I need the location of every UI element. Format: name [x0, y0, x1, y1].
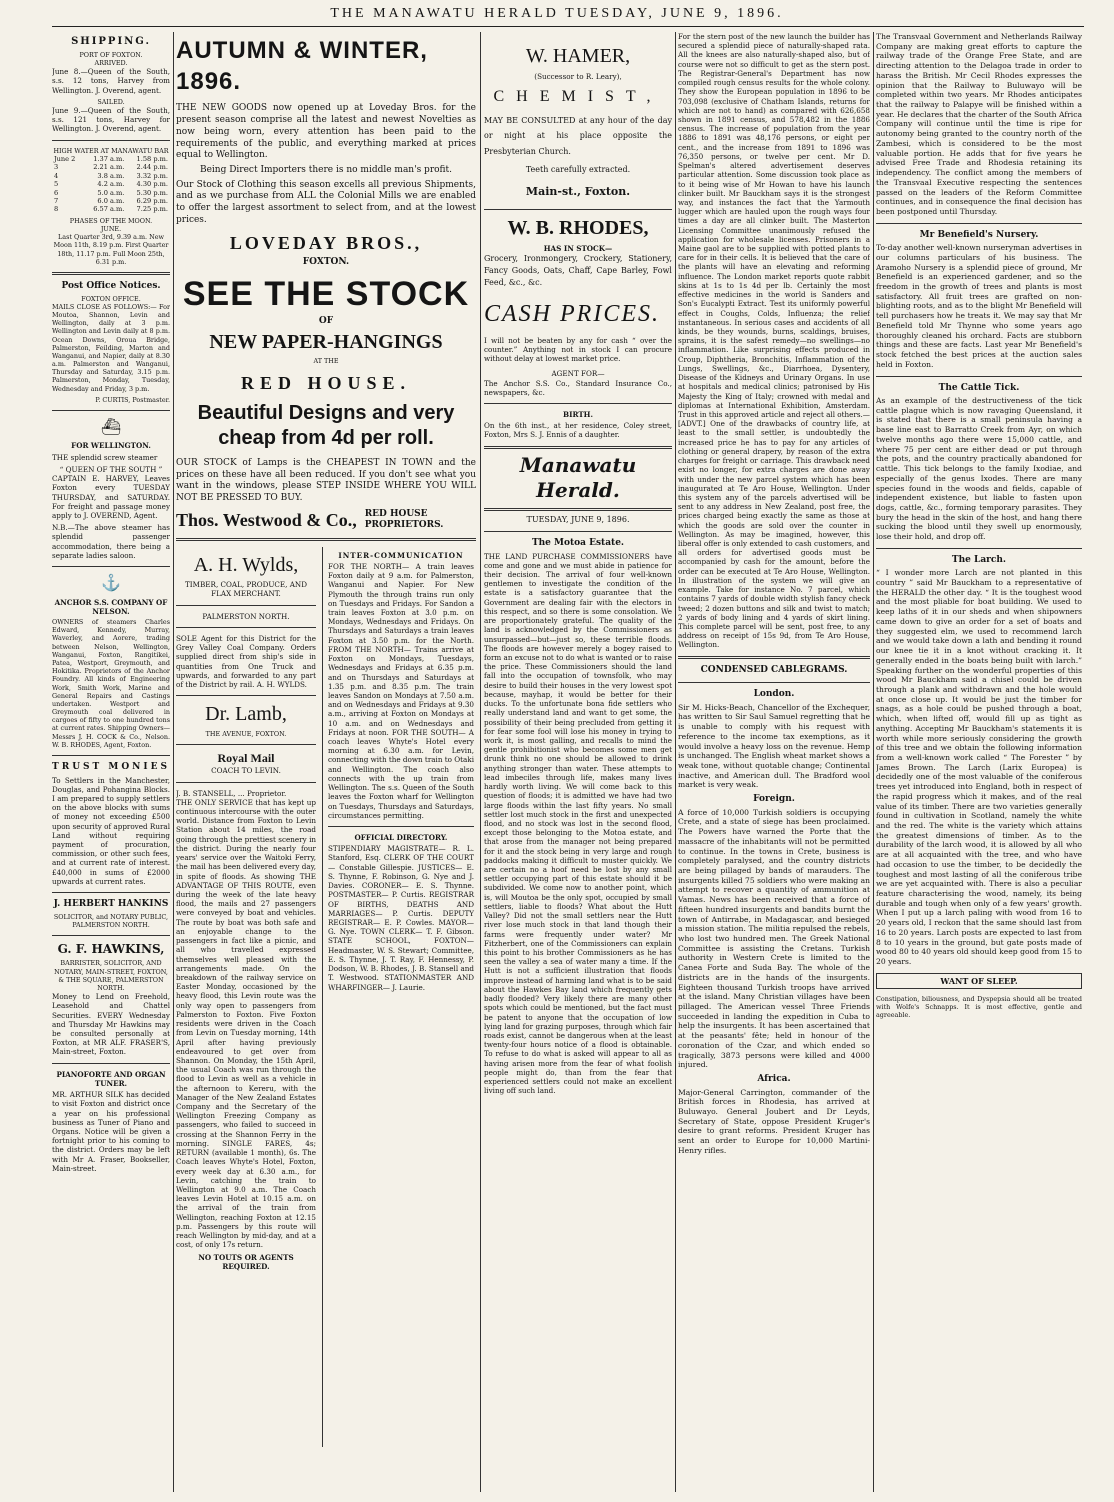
- divider: [176, 627, 316, 628]
- tide-cell: 1.58 p.m.: [136, 154, 168, 163]
- coach-title: COACH TO LEVIN.: [211, 766, 281, 776]
- divider: [876, 376, 1082, 377]
- divider: [678, 656, 870, 659]
- wgtn-ship: “ QUEEN OF THE SOUTH ”: [59, 464, 163, 474]
- sub-column-left: [176, 547, 316, 1271]
- column-2: [176, 32, 476, 1492]
- column-divider: [480, 32, 481, 1492]
- sailed-label: SAILED.: [97, 97, 125, 106]
- anchor-title: ANCHOR S.S. COMPANY OF NELSON.: [54, 597, 168, 616]
- piano-text: MR. ARTHUR SILK has decided to visit Foxton and district once a year on his professional business as Tuner of Piano and Organs. Notice will be given a fortnight prior to his coming to the district. Orders may be left with Mr A. Fraser, Bookseller, Main-street.: [52, 1090, 170, 1173]
- tide-cell: June 2: [54, 154, 76, 163]
- column-3: [484, 32, 672, 1492]
- red-house-heading: RED HOUSE.: [240, 372, 412, 393]
- new-paper-heading: NEW PAPER-HANGINGS: [209, 330, 443, 353]
- motoa-text: THE LAND PURCHASE COMMISSIONERS have come and gone and we must abide in patience for their decision. The arrival of four well-known gentlemen to investigate the condition of the estate is a satisfactory guarantee that the Government are dealing fair with the electors in this respect, and so there is some consolation. We are proportionately grateful. The quality of the land is acknowledged by the Commissioners as unsurpassed—but—just so, these terrible floods. The floods are however merely a bogey raised to form an excuse not to do what is wanted or to raise the price. These Commissioners should the land fall into the occupation of townsfolk, who may desire to build their houses in the very lowest spot because, mayhap, it would be better for their ducks. To the unfortunate bona fide settlers who really understand land and want to get some, the possibility of their being precluded from getting it for fear some fool will lose his money in trying to work it, is most galling, and recalls to mind the gentle prohibitionist who becomes some men get drunk think no one should be allowed to drink anything stronger than water. These attempts to lead imbeciles through life, makes many lives hardly worth living. We will come back to this question of floods; it is admitted we have had two large floods within the last fifty years. No small settler lost much stock in the first and unexpected flood, and no stock was lost in the second flood, except those belonging to the Motoa estate, and that arose from the manager not being prepared for it and the stock being in very large and rough paddocks making it difficult to muster quickly. We are certain no a hoof need be lost by any small settler occupying part of this estate should it be subdivided. We come now to another point, which is, will Moutoa be the only spot, occupied by small settlers, liable to floods? What about the Hutt Valley? Did not the small settlers near the Hutt river lose much stock in that land though their farms were frequently under water? Mr Fitzherbert, one of the Commissioners can explain this point to his brother Commissioners as he has seen the valley a sea of water many a time. If the Hutt is not a sufficient illustration that floods improve instead of harming land what is to be said about the Hawkes Bay land which frequently gets badly flooded? Very likely there are many other spots which could be mentioned, but the fact must be patent to anyone that the occupation of low lying land for grazing purposes, through which fair roads exist, cannot be dangerous when at the least twenty-four hours notice of a flood is obtainable. To refuse to do what is asked will appear to all as having arisen more from the fear of what foolish people might do, than from the fear that experienced settlers could not make an excellent living off such land.: [484, 551, 672, 1096]
- wylds-text: SOLE Agent for this District for the Grey Valley Coal Company. Orders supplied direct from ship's side in quantities from One Truck and upwards, and forwarded to any part of the District by rail. A. H. WYLDS.: [176, 633, 316, 690]
- tide-cell: 4: [54, 171, 59, 180]
- divider: [484, 403, 672, 404]
- tide-cell: 7.25 p.m.: [136, 205, 168, 214]
- at-the-text: AT THE: [313, 357, 339, 366]
- divider: [52, 935, 170, 936]
- wylds-name: A. H. Wylds,: [193, 553, 299, 576]
- issue-date: TUESDAY, JUNE 9, 1896.: [526, 514, 630, 524]
- column-divider: [675, 32, 676, 1492]
- official-title: OFFICIAL DIRECTORY.: [354, 833, 448, 843]
- news-text-1: For the stern post of the new launch the builder has secured a splendid piece of naturally-shaped rata. All the knees are also naturally-shaped also, but of course were not so difficult to get as the stern post. The Registrar-General's Department has now compiled rough census results for the whole colony. They show the European population in 1896 to be 703,098 (exclusive of Chatham Islands, returns for which are not to hand) as compared with 626,658 shown in 1891 census, and 578,482 in the 1886 census. The increase of population from the year 1886 to 1891 was 48,176 persons, or eight per cent., and the increase from 1891 to 1896 was 76,350 persons, or twelve per cent. Mr D. Spelman's altered advertisement deserves particular attention. Some discussion took place as to it being wise of Mr Howan to have his launch clinker built. Mr Bauckham says it is the strongest way, and instances the fact that the Yarmouth lugger which are hauled upon the rough ways four times a day are all clinker built. The Masterton Licensing Committee unanimously refused the application for wholesale licenses. Prisoners in a Maine gaol are to be supplied with potted plants to care for in their cells. It is believed that the care of the plants will have an elevating and reforming influence. The London market reports quote rabbit skins at 1s to 1s 4d per lb. Certainly the most effective medicines in the world is Sanders and Son's Eucalypti Extract. Test its uniformly powerful effect in Coughs, Colds, Influenza; the relief instantaneous. In serious cases and accidents of all kinds, be they wounds, burns, scaldings, bruises, sprains, it is the safest remedy—no swellings—no inflammation. Like surprising effects produced in Croup, Diphtheria, Bronchitis, Inflammation of the Lungs, Swellings, &c., Diarrhoea, Dysentery, Disease of the Kidneys and Urinary Organs. In use at hospitals and medical clinics; patronised by His Majesty the King of Italy; crowned with medal and diplomas at International Exhibition, Amsterdam. Trust in this approved article and reject all others.—[ADVT.] One of the drawbacks of country life, at least to the small settler, is undoubtedly the increased price he has to pay for any articles of clothing or general drapery, by reason of the extra charges for freight or carriage. This drawback need exist no longer, for extra charges are done away with under the new parcel system which has been inaugurated at Te Aro House, Wellington. Under this system any of the parcels advertised will be sent to any address in New Zealand, post free, the prices charged being exactly the same as those at which the goods are sold over the counter in Wellington. As may be imagined, however, this liberal offer is only extended to cash customers, and all orders for advertised goods must be accompanied by cash for the amount, before the order can be executed at Te Aro House, Wellington. In illustration of the system we will give an example. Take for instance No. 7 parcel, which contains 7 yards of double width stylish fancy check tweed; 2 dozen buttons and silk and twist to match; 2 yards of body lining and 4 yards of skirt lining. This complete parcel will be sent, post free, to any address on receipt of 15s 9d, from Te Aro House, Wellington.: [678, 32, 870, 650]
- top-rule: [52, 26, 1084, 27]
- sleep-text: Constipation, biliousness, and Dyspepsia should all be treated with Wolfe's Schnapps. It is most effective, gentle and agreeable.: [876, 995, 1082, 1020]
- importers-text: Being Direct Importers there is no middle man's profit.: [199, 164, 453, 175]
- news-text-5: The Transvaal Government and Netherlands Railway Company are making great efforts to capture the railway trade of the Orange Free State, and are directing attention to the Delagoa trade in order to harass the British. Mr Cecil Rhodes expresses the opinion that the Railway to Buluwayo will be completed within two years. Mr Rhodes anticipates that the railway to Palapye will be finished within a year. He declares that the charter of the South Africa Company will continue until the time is ripe for autonomy being granted to the country north of the Zambesi, which is considered to be the most valuable portion. He adds that for five years he advised Free Trade and Rhodesia retaining its independency. The conflict among the members of the Transvaal Executive respecting the sentences passed on the leaders of the Reform Committee continues, and in consequence the final decision has been postponed until Thursday.: [876, 32, 1082, 216]
- royal-mail: Royal Mail: [217, 751, 275, 766]
- tide-row: [52, 172, 170, 180]
- high-water-title: HIGH WATER AT MANAWATU BAR: [53, 146, 169, 155]
- divider: [52, 1063, 170, 1064]
- divider: [484, 209, 672, 210]
- autumn-heading: AUTUMN & WINTER, 1896.: [176, 37, 428, 95]
- hawkins-sub: BARRISTER, SOLICITOR, AND NOTARY, MAIN-STREET, FOXTON, & THE SQUARE, PALMERSTON NORTH.: [54, 959, 168, 992]
- rhodes-sub: HAS IN STOCK—: [543, 243, 613, 253]
- column-divider: [873, 32, 874, 1492]
- no-touts: NO TOUTS OR AGENTS REQUIRED.: [198, 1252, 294, 1271]
- of-text: OF: [318, 316, 334, 327]
- tick-title: The Cattle Tick.: [938, 382, 1020, 393]
- main-st: Main-st., Foxton.: [525, 185, 631, 199]
- cash-text: I will not be beaten by any for cash “ over the counter.” Anything not in stock I can procure without delay at lowest market price.: [484, 335, 672, 364]
- tide-cell: 3: [54, 163, 59, 172]
- nursery-text: To-day another well-known nurseryman advertises in our columns particulars of his business. The Aramoho Nursery is a splendid piece of ground, Mr Benefield is an experienced gardener, and so the freedom in the growth of trees and plants is most satisfactory. All fruit trees are grafted on non-blighting roots, and as to the blight Mr Benefield will tell purchasers how he treats it. We may say that Mr Benefield told Mr Thynne who some years ago thoroughly cleaned his orchard. Facts are stubborn things and these are facts. Last year Mr Benefield's stock fetched the best prices at the auction sales held in Foxton.: [876, 243, 1082, 369]
- shipping-title: SHIPPING.: [71, 36, 151, 47]
- westwood-signature: [176, 509, 476, 532]
- africa-title: Africa.: [757, 1074, 791, 1085]
- chemist-heading: CHEMIST,: [493, 87, 663, 105]
- post-title: Post Office Notices.: [61, 281, 161, 292]
- divider: [484, 531, 672, 532]
- divider: [52, 272, 170, 275]
- lower-section: [176, 547, 476, 1447]
- tide-table: [52, 155, 170, 214]
- autumn-text: THE NEW GOODS now opened up at Loveday Bros. for the present season comprise all the latest and newest Novelties as now being worn, every attention has been paid to the requirements of the public, and everything marked at prices equal to Wellington.: [176, 103, 476, 161]
- stansell: J. B. STANSELL, ... Proprietor.: [176, 788, 287, 798]
- tide-cell: 2.21 a.m.: [93, 163, 125, 172]
- divider: [876, 223, 1082, 224]
- wgtn-nb: N.B.—The above steamer has splendid passenger accommodation, there being a separate ladies saloon.: [52, 523, 170, 560]
- africa-text: Major-General Carrington, commander of the British forces in Rhodesia, has arrived at Buluwayo. General Joubert and Dr Leyds, Secretary of State, oppose President Kruger's desire to grant reforms. President Kruger has sent an order to Europe for 10,000 Martini-Henry rifles.: [678, 1087, 870, 1155]
- post-sub: FOXTON OFFICE.: [81, 294, 141, 303]
- trust-text: To Settlers in the Manchester, Douglas, and Pohangina Blocks. I am prepared to supply settlers on the above blocks with sums of money not exceeding £500 upon security of approved Rural Land without requiring payment of procuration, commission, or other such fees, and at current rate of interest. £40,000 in sums of £2000 upwards at current rates.: [52, 775, 170, 886]
- beautiful-heading: Beautiful Designs and very cheap from 4d per roll.: [197, 401, 455, 450]
- divider: [52, 410, 170, 411]
- divider: [52, 140, 170, 141]
- herald-nameplate: Manawatu Herald.: [484, 446, 672, 511]
- wgtn-body: CAPTAIN E. HARVEY, Leaves Foxton every TUESDAY THURSDAY, and SATURDAY. For freight and passage money apply to J. OVEREND, Agent.: [52, 474, 170, 520]
- anchor-icon: ⚓: [101, 573, 121, 593]
- divider: [328, 826, 474, 827]
- tide-cell: 5.30 p.m.: [136, 188, 168, 197]
- anchor-text: OWNERS of steamers Charles Edward, Kennedy, Murray, Waverley, and Aorere, trading between Nelson, Wellington, Wanganui, Foxton, Rangitikei, Patea, Westport, Greymouth, and Hokitika. Proprietors of the Anchor Foundry. All kinds of Engineering Work, Smith Work, Marine and General Repairs and Castings undertaken. Westport and Greymouth coal delivered in cargoes of fifty to one hundred tons at current rates. Shipping Owners—Messrs J. H. COCK & Co., Nelson. W. B. RHODES, Agent, Foxton.: [52, 618, 170, 749]
- tide-cell: 7: [54, 197, 59, 206]
- masthead: THE MANAWATU HERALD TUESDAY, JUNE 9, 1896.: [330, 6, 784, 21]
- stock-text: Our Stock of Clothing this season excells all previous Shipments, and as we purchase from ALL the Colonial Mills we are enabled to offer the largest assortment to select from, and at the lowest prices.: [176, 179, 476, 225]
- column-5: [876, 32, 1082, 1492]
- divider: [176, 605, 316, 606]
- inter-text: FOR THE NORTH— A train leaves Foxton daily at 9 a.m. for Palmerston, Wanganui and Napier. For New Plymouth the through trains run only on Tuesdays and Fridays. For Sandon a train leaves Foxton at 3.0 p.m. on Mondays, Wednesdays and Fridays. On Thursdays and Saturdays a train leaves Foxton at 3.50 p.m. for the North. FROM THE NORTH— Trains arrive at Foxton on Mondays, Tuesdays, Wednesdays and Fridays at 6.35 p.m. and on Thursdays and Saturdays at 1.35 p.m. and 8.35 p.m. The train leaves Sandon on Mondays at 7.50 a.m. and on Wednesdays and Fridays at 9.30 a.m., arriving at Foxton on Mondays at 10 a.m. and on Wednesdays and Fridays at noon. FOR THE SOUTH— A coach leaves Whyte's Hotel every morning at 6.30 a.m. for Levin, connecting with the down train to Otaki and Wellington. The coach also connects with the up train from Wellington. The s.s. Queen of the South leaves the Foxton wharf for Wellington on Tuesdays, Thursdays and Saturdays, circumstances permitting.: [328, 561, 474, 820]
- birth-text: On the 6th inst., at her residence, Coley street, Foxton, Mrs S. J. Ennis of a daughter.: [484, 421, 672, 440]
- wgtn-text: THE splendid screw steamer: [52, 452, 158, 462]
- larch-text: “ I wonder more Larch are not planted in this country ” said Mr Bauckham to a representative of the HERALD the other day. “ It is the toughest wood and the most pliable for boat building. We used to keep laths of it in our sheds and when shipowners came down to give an order for a set of boats and they suggested elm, we used to recommend larch and we would take down a lath and bending it round our knee tie it in a knot without cracking it. It generally ended in the boats being built with larch.” Speaking further on the wonderful properties of this wood Mr Bauckham said a chisel could be driven through a plank and withdrawn and the hole would at once close up. It would be just the timber for snags, as a hole could be pushed through a boat, which, when lifted off, would fill up as tight as anything. Accepting Mr Bauckham's statements it is worth while more seriously considering the growth of this tree and we obtain the following information from a well-known work called “ The Forester ” by James Brown. The Larch (Larix Europea) is decidedly one of the most valuable of the coniferous trees yet introduced into England, both in respect of the rapid progress which it makes, and of the real value of its timber. There are two varieties generally found in cultivation in Scotland, namely the white and the red. The white is the variety which attains the greatest dimensions of timber. As to the durability of the larch wood, it is allowed by all who are at all acquainted with the tree, and who have had occasion to use the timber, to be decidedly the toughest and most lasting of all the coniferous tribe we are yet acquainted with. There is also a peculiar feature characterising the wood, namely, its being durable and tough when only of a few years' growth. When I put up a larch paling with wood from 16 to 20 years old, I reckon that the same should last from 16 to 20 years. Larch posts are expected to last from 8 to 10 years in the ground, but gate posts made of wood 80 to 40 years old should keep good from 15 to 20 years.: [876, 568, 1082, 967]
- tide-cell: 5.0 a.m.: [97, 188, 125, 197]
- column-1: [52, 32, 170, 1492]
- coach-text: THE ONLY SERVICE that has kept up continuous intercourse with the outer world. Distance from Foxton to Levin Station about 14 miles, the road going through the prettiest scenery in the district. During the nearly four years' service over the Waitoki Ferry, the mail has been delivered every day, in spite of floods. As showing THE ADVANTAGE OF THIS ROUTE, even during the week of the late heavy flood, the mails and 27 passengers were conveyed by boat and vehicles. The route by boat was both safe and an enjoyable change to the passengers in fact like a picnic, and all who travelled expressed themselves well pleased with the arrangements made. On the breakdown of the railway service on Easter Monday, occasioned by the heavy flood, this Levin route was the only way open to passengers from Palmerston to Foxton. Five Foxton residents were driven in the Coach from Levin on Tuesday morning, 14th April after having previously endeavoured to get over from Shannon. On Monday, the 15th April, the usual Coach was run through the flood to Levin as well as a vehicle in the afternoon to Kereru, with the Manager of the New Zealand Estates Company and the Secretary of the Wellington Freezing Company as passengers, who failed to succeed in crossing at the Shannon Ferry in the morning. SINGLE FARES, 4s; RETURN (available 1 month), 6s. The Coach leaves Whyte's Hotel, Foxton, every week day at 6.30 a.m., for Levin, catching the train to Wellington at 9.0 a.m. The Coach leaves Levin Hotel at 10.15 a.m. on the arrival of the train from Wellington, reaching Foxton at 12.15 p.m. Passengers by this route will reach Wellington by mid-day, and at a cost, of only 17s return.: [176, 797, 316, 1250]
- westwood-name: Thos. Westwood & Co.,: [176, 509, 357, 530]
- arrived-text: June 8.—Queen of the South, s.s. 12 tons, Harvey from Wellington. J. Overend, agent.: [52, 67, 170, 95]
- piano-title: PIANOFORTE AND ORGAN TUNER.: [56, 1069, 166, 1088]
- divider: [176, 744, 316, 745]
- divider: [876, 548, 1082, 549]
- lamb-name: Dr. Lamb,: [205, 703, 287, 726]
- phases-month: JUNE.: [100, 225, 122, 234]
- tide-cell: 4.2 a.m.: [97, 180, 125, 189]
- london-title: London.: [753, 689, 795, 700]
- cash-prices: CASH PRICES.: [484, 300, 660, 327]
- agent-text: The Anchor S.S. Co., Standard Insurance Co., newspapers, &c.: [484, 378, 672, 397]
- tide-row: [52, 163, 170, 171]
- divider: [52, 755, 170, 756]
- tide-cell: 2.44 p.m.: [136, 163, 168, 172]
- hawkins-name: G. F. HAWKINS,: [57, 942, 165, 957]
- hamer-sub: (Successor to R. Leary),: [534, 71, 622, 81]
- tide-row: [52, 197, 170, 205]
- tide-cell: 6.29 p.m.: [136, 197, 168, 206]
- sailed-text: June 9.—Queen of the South, s.s. 121 tons, Harvey for Wellington. J. Overend, agent.: [52, 106, 170, 134]
- divider: [176, 782, 316, 783]
- tide-row: [52, 189, 170, 197]
- hamer-text: MAY BE CONSULTED at any hour of the day or night at his place opposite the Presbyterian Church.: [484, 116, 672, 156]
- hawkins-text: Money to Lend on Freehold, Leasehold and Chattel Securities. EVERY Wednesday and Thursday Mr Hawkins may be consulted personally at Foxton, at MR ALF. FRASER'S, Main-street, Foxton.: [52, 992, 170, 1057]
- tide-cell: 3.8 a.m.: [97, 171, 125, 180]
- tick-text: As an example of the destructiveness of the tick cattle plague which is now ravaging Queensland, it is stated that there is a small peninsula having a base line east to Barratto Creek from Ayr, on which twelve months ago there were 15,000 cattle, and where 75 per cent are either dead or put through the pots, and the country practically abandoned for cattle. This tick belongs to the family Ixodiae, and especially of the genus Ixodes. There are many species found in the woods and fields, capable of independent existence, but liable to fasten upon dogs, cattle, &c., forming temporary parasites. They bury the head in the skin of the host, and hang there sucking the blood until they swell up enormously, lose their hold, and drop off.: [876, 396, 1082, 542]
- tide-cell: 8: [54, 205, 59, 214]
- see-stock-heading: SEE THE STOCK: [182, 274, 470, 313]
- loveday-town: FOXTON.: [302, 257, 350, 268]
- hamer-name: W. HAMER,: [525, 45, 631, 67]
- post-sign: P. CURTIS, Postmaster.: [95, 395, 170, 404]
- phases-title: PHASES OF THE MOON.: [69, 216, 153, 225]
- foreign-title: Foreign.: [753, 794, 795, 805]
- tide-row: [52, 155, 170, 163]
- phases-text: Last Quarter 3rd, 9.39 a.m. New Moon 11th, 8.19 p.m. First Quarter 18th, 11.17 p.m. Full Moon 25th, 6.31 p.m.: [53, 233, 169, 266]
- rhodes-items: Grocery, Ironmongery, Crockery, Stationery, Fancy Goods, Oats, Chaff, Cape Barley, Fowl Feed, &c., &c.: [484, 253, 672, 287]
- loveday-name: LOVEDAY BROS.,: [229, 233, 423, 254]
- tide-cell: 5: [54, 180, 59, 189]
- divider: [176, 695, 316, 696]
- divider: [678, 682, 870, 683]
- london-text: Sir M. Hicks-Beach, Chancellor of the Exchequer, has written to Sir Saul Samuel regretting that he is unable to comply with his request with reference to the income tax exemptions, as it would involve a heavy loss on the revenue. Hemp is unchanged. The English wheat market shows a weak tone, without quotable change; Continental inactive, and American dull. The Bradford wool market is very weak.: [678, 702, 870, 790]
- column-4: [678, 32, 870, 1492]
- column-divider: [173, 32, 174, 1492]
- inter-title: INTER-COMMUNICATION: [338, 550, 464, 560]
- port-title: PORT OF FOXTON.: [79, 50, 143, 59]
- birth-title: BIRTH.: [563, 410, 593, 419]
- hankins-sub: SOLICITOR, and NOTARY PUBLIC, PALMERSTON NORTH.: [53, 912, 169, 929]
- divider: [52, 892, 170, 893]
- tide-cell: 6: [54, 188, 59, 197]
- hankins-name: J. HERBERT HANKINS: [53, 899, 169, 910]
- sub-column-right: [328, 547, 474, 995]
- official-text: STIPENDIARY MAGISTRATE— R. L. Stanford, Esq. CLERK OF THE COURT— Constable Gillespie. JUSTICES— E. S. Thynne, F. Robinson, G. Nye and J. Davies. CORONER— E. S. Thynne. POSTMASTER— P. Curtis. REGISTRAR OF BIRTHS, DEATHS AND MARRIAGES— P. Curtis. DEPUTY REGISTRAR— E. P. Cowles. MAYOR— G. Nye. TOWN CLERK— T. F. Gibson. STATE SCHOOL, FOXTON— Headmaster, W. S. Stewart; Committee, E. S. Thynne, J. T. Ray, F. Hennessy, P. Dodson, W. B. Rhodes, J. B. Stansell and T. Westwood. STATIONMASTER AND WHARFINGER— J. Laurie.: [328, 844, 474, 992]
- tide-cell: 6.0 a.m.: [97, 197, 125, 206]
- cable-title: CONDENSED CABLEGRAMS.: [700, 664, 848, 675]
- arrived-label: ARRIVED.: [94, 58, 128, 67]
- divider: [52, 566, 170, 567]
- wylds-town: PALMERSTON NORTH.: [202, 611, 290, 621]
- motoa-title: The Motoa Estate.: [531, 538, 625, 549]
- lamb-sub: THE AVENUE, FOXTON.: [205, 729, 287, 738]
- westwood-sub: RED HOUSE PROPRIETORS.: [364, 508, 444, 531]
- teeth-text: Teeth carefully extracted.: [525, 164, 631, 174]
- lamps-text: OUR STOCK of Lamps is the CHEAPEST IN TOWN and the prices on these have all been reduced. If you don't see what you want in the windows, please STEP INSIDE WHERE YOU WILL NOT BE PRESSED TO BUY.: [176, 457, 476, 503]
- rhodes-name: W. B. RHODES,: [507, 217, 649, 240]
- tide-row: [52, 205, 170, 213]
- nursery-title: Mr Benefield's Nursery.: [919, 229, 1039, 240]
- foreign-text: A force of 10,000 Turkish soldiers is occupying Crete, and a state of siege has been proclaimed. The Powers have warned the Porte that the massacre of the inhabitants will not be permitted to continue. In the towns in Crete, business is completely paralysed, and the country districts are being pillaged by bands of marauders. The insurgents killed 75 soldiers who were making an attempt to recover a quantity of ammunition at Vamas. News has been received that a force of fifteen hundred insurgents and bandits burnt the town of Antirrabe, in Madagascar, and besieged a mission station. The militia repulsed the rebels, who lost two hundred men. The Greek National Committee is assisting the Cretans. Turkish authority in Western Crete is limited to the Canea Forte and Suda Bay. The whole of the districts are in the hands of the insurgents. Eighteen thousand Turkish troops have arrived at the island. Many Christian villages have been pillaged. The American vessel Three Friends succeeded in landing the expedition in Cuba to help the insurgents. It has been ascertained that at the peasants' fête; held in honour of the coronation of the Czar, and which ended so tragically, 3873 persons were killed and 4000 injured.: [678, 807, 870, 1070]
- tide-cell: 6.57 a.m.: [93, 205, 125, 214]
- wylds-sub: TIMBER, COAL, PRODUCE, AND FLAX MERCHANT.: [185, 580, 307, 599]
- sub-column-divider: [322, 547, 323, 1447]
- agent-label: AGENT FOR—: [551, 369, 605, 379]
- tide-row: [52, 180, 170, 188]
- ship-icon: ⛴: [100, 417, 122, 436]
- tide-cell: 3.32 p.m.: [136, 171, 168, 180]
- post-text: MAILS CLOSE AS FOLLOWS:— For Moutoa, Shannon, Levin and Wellington, daily at 3 p.m. Wellington and Levin daily at 8 p.m. Ocean Downs, Oroua Bridge, Palmerston, Feilding, Marton and Wanganui, and Napier, daily at 8.30 a.m. Palmerston and Wanganui, Thursday and Saturday, 3.15 p.m. Palmerston, Monday, Tuesday, Wednesday and Friday, 3 p.m.: [52, 302, 170, 393]
- sleep-title: WANT OF SLEEP.: [876, 973, 1082, 989]
- tide-cell: 1.37 a.m.: [93, 154, 125, 163]
- larch-title: The Larch.: [951, 554, 1007, 565]
- trust-title: TRUST MONIES: [52, 762, 170, 772]
- wgtn-title: FOR WELLINGTON.: [71, 441, 151, 451]
- tide-cell: 4.30 p.m.: [136, 180, 168, 189]
- divider: [176, 538, 476, 541]
